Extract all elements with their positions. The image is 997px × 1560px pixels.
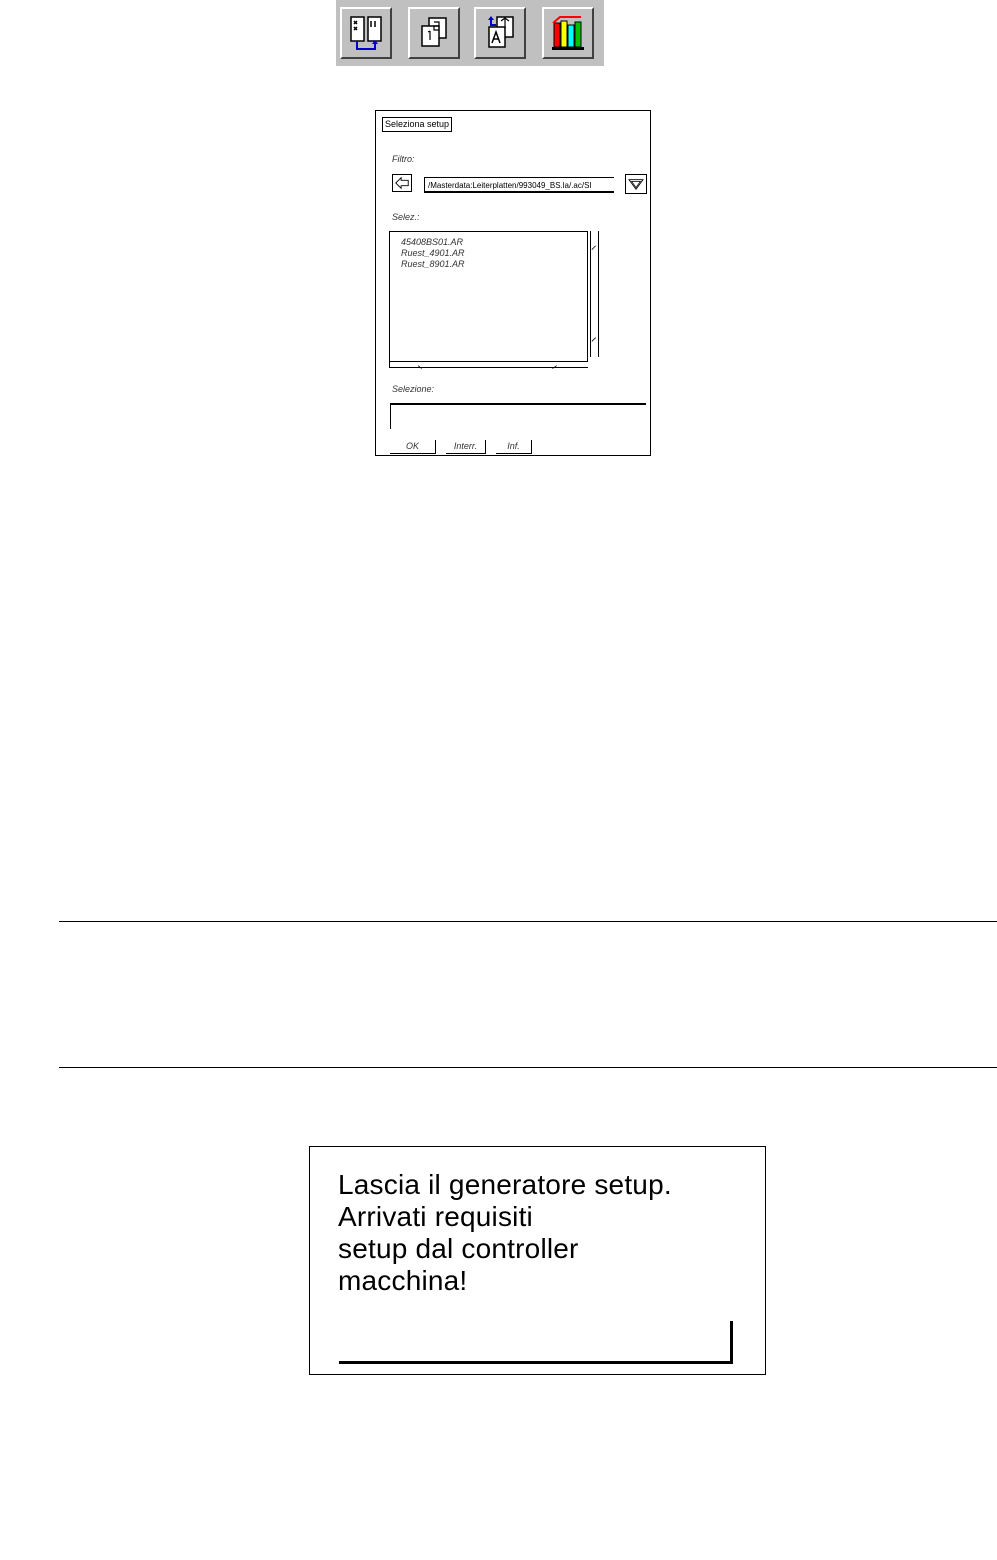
filter-button[interactable] <box>625 174 647 194</box>
library-books-icon <box>548 13 588 53</box>
message-dialog <box>309 1146 766 1375</box>
toolbar <box>336 0 604 66</box>
setup-list[interactable] <box>389 231 588 361</box>
list-item[interactable]: Ruest_4901.AR <box>401 248 465 258</box>
list-item[interactable]: 45408BS01.AR <box>401 237 464 247</box>
selection-list-label: Selez.: <box>392 212 420 222</box>
hscroll-arrows-icon <box>390 365 587 370</box>
scroll-arrows-icon <box>591 231 598 357</box>
selection-label: Selezione: <box>392 384 435 394</box>
confirm-button[interactable] <box>339 1321 733 1364</box>
back-button[interactable] <box>392 174 412 192</box>
ok-button[interactable]: OK <box>390 440 436 454</box>
layout-transfer-icon <box>346 13 386 53</box>
vertical-scrollbar[interactable] <box>590 231 599 357</box>
filter-label: Filtro: <box>392 154 415 164</box>
divider <box>59 1067 997 1068</box>
info-button[interactable]: Inf. <box>496 440 532 454</box>
filter-field[interactable]: /Masterdata:Leiterplatten/993049_BS.la/.ac/SI <box>424 177 614 193</box>
document-import-button[interactable] <box>474 7 526 59</box>
cancel-button[interactable]: Interr. <box>446 440 486 454</box>
pages-button[interactable] <box>408 7 460 59</box>
arrow-left-icon <box>393 175 411 191</box>
setup-layout-button[interactable] <box>340 7 392 59</box>
list-item[interactable]: Ruest_8901.AR <box>401 259 465 269</box>
message-text: Lascia il generatore setup. Arrivati requisiti setup dal controller macchina! <box>338 1169 672 1296</box>
select-setup-dialog <box>375 110 651 456</box>
funnel-icon <box>627 177 645 191</box>
dialog-title: Seleziona setup <box>382 117 452 132</box>
library-button[interactable] <box>542 7 594 59</box>
selection-field[interactable] <box>390 403 646 429</box>
divider <box>59 921 997 922</box>
horizontal-scrollbar[interactable] <box>389 361 588 368</box>
numbered-pages-icon <box>414 13 454 53</box>
document-import-icon <box>480 13 520 53</box>
